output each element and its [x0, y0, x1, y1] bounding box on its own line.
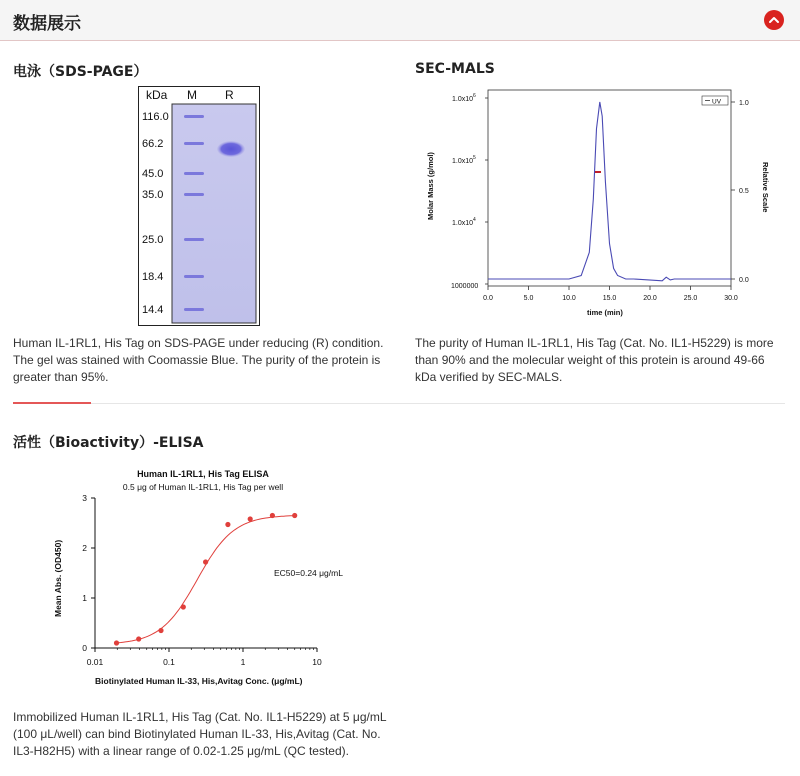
section-divider-accent: [13, 402, 91, 404]
elisa-data-point: [181, 604, 186, 609]
elisa-fit-curve: [117, 516, 295, 643]
marker-label-45: 45.0: [142, 168, 164, 180]
gel-lane-m-label: M: [187, 88, 197, 102]
marker-band: [184, 238, 204, 241]
marker-band: [184, 193, 204, 196]
marker-label-116: 116.0: [142, 111, 169, 123]
collapse-button[interactable]: [764, 10, 784, 30]
marker-band: [184, 275, 204, 278]
sec-mals-caption: The purity of Human IL-1RL1, His Tag (Cat. No. IL1-H5229) is more than 90% and the molecular weight of this protein is around 49-66 kDa verified by SEC-MALS.: [415, 336, 774, 384]
gel-kda-label: kDa: [146, 88, 168, 102]
sds-page-gel-image: [138, 86, 260, 326]
marker-label-25: 25.0: [142, 234, 164, 246]
sec-x-tick-label: 0.0: [483, 295, 493, 302]
sec-left-tick-1e6: $1.0x10^6$: [452, 93, 476, 103]
elisa-data-point: [114, 640, 119, 645]
elisa-y-tick-label: 0: [82, 643, 87, 653]
elisa-chart-title: Human IL-1RL1, His Tag ELISA: [137, 469, 269, 479]
elisa-data-point: [270, 513, 275, 518]
marker-label-35: 35.0: [142, 189, 164, 201]
elisa-data-points: [114, 513, 297, 646]
sec-ylabel-left: Molar Mass (g/mol): [426, 152, 435, 220]
elisa-y-tick-label: 2: [82, 543, 87, 553]
marker-label-14: 14.4: [142, 304, 164, 316]
sec-xlabel: time (min): [587, 308, 623, 317]
elisa-data-point: [248, 516, 253, 521]
sec-legend-label: UV: [712, 98, 722, 106]
sds-page-caption: Human IL-1RL1, His Tag on SDS-PAGE under reducing (R) condition. The gel was stained with Coomassie Blue. The purity of the protein is greater than 95%.: [13, 336, 384, 384]
elisa-x-tick-label: 0.01: [86, 657, 104, 667]
elisa-x-tick-label: 1: [240, 657, 246, 667]
sec-mals-chart: [415, 84, 785, 324]
elisa-data-point: [158, 628, 163, 633]
gel-lane-r-label: R: [225, 88, 234, 102]
marker-band: [184, 142, 204, 145]
elisa-ec50-annotation: EC50=0.24 μg/mL: [274, 568, 343, 578]
marker-label-18: 18.4: [142, 271, 164, 283]
sec-left-tick-bottom: 1000000: [451, 283, 479, 290]
elisa-chart-subtitle: 0.5 μg of Human IL-1RL1, His Tag per well: [122, 482, 284, 492]
sds-page-title: 电泳（SDS-PAGE）: [13, 64, 148, 80]
elisa-data-point: [136, 636, 141, 641]
sec-right-tick-0: 0.0: [739, 277, 749, 284]
elisa-caption: Immobilized Human IL-1RL1, His Tag (Cat. No. IL1-H5229) at 5 μg/mL (100 μL/well) can bind Biotinylated Human IL-33, His,Avitag (Cat. No. IL3-H82H5) with a linear range of 0.02-1.25 μg/mL (QC tested).: [13, 710, 387, 758]
elisa-y-tick-label: 3: [82, 493, 87, 503]
section-header: [0, 0, 800, 41]
section-divider: [13, 403, 785, 404]
marker-band: [184, 115, 204, 118]
elisa-data-point: [292, 513, 297, 518]
sec-uv-series-line: [488, 102, 731, 281]
marker-band: [184, 172, 204, 175]
sec-left-ticks: [451, 93, 488, 290]
section-header-title: 数据展示: [13, 14, 81, 34]
sec-right-ticks: [731, 100, 749, 284]
sec-mals-title: SEC-MALS: [415, 61, 495, 77]
sec-left-tick-1e5: $1.0x10^5$: [452, 155, 476, 165]
chevron-up-icon: [768, 15, 780, 25]
sec-legend: [702, 96, 728, 106]
sec-right-tick-1: 1.0: [739, 100, 749, 107]
marker-label-66: 66.2: [142, 138, 164, 150]
sec-x-tick-label: 10.0: [562, 295, 576, 302]
sec-plot-frame: [488, 90, 731, 286]
sec-x-tick-label: 30.0: [724, 295, 738, 302]
elisa-x-ticks: [87, 648, 322, 667]
elisa-chart: [40, 460, 360, 695]
sec-x-tick-label: 20.0: [643, 295, 657, 302]
elisa-x-tick-label: 0.1: [163, 657, 175, 667]
sec-right-tick-05: 0.5: [739, 188, 749, 195]
sec-x-tick-label: 15.0: [602, 295, 617, 302]
sec-x-tick-label: 25.0: [683, 295, 698, 302]
marker-band: [184, 308, 204, 311]
gel-background: [172, 104, 256, 323]
elisa-data-point: [203, 559, 208, 564]
elisa-ylabel: Mean Abs. (OD450): [53, 539, 63, 617]
sec-x-ticks: [483, 286, 738, 302]
sec-x-tick-label: 5.0: [523, 295, 534, 302]
elisa-y-ticks: [82, 493, 95, 653]
elisa-data-point: [225, 522, 230, 527]
gel-sample-band: [217, 141, 245, 157]
elisa-y-tick-label: 1: [82, 593, 87, 603]
elisa-x-tick-label: 10: [312, 657, 322, 667]
sec-left-tick-1e4: $1.0x10^4$: [452, 217, 476, 227]
elisa-title: 活性（Bioactivity）-ELISA: [13, 435, 204, 451]
sec-ylabel-right: Relative Scale: [761, 162, 770, 213]
elisa-xlabel: Biotinylated Human IL-33, His,Avitag Conc. (μg/mL): [95, 676, 303, 686]
